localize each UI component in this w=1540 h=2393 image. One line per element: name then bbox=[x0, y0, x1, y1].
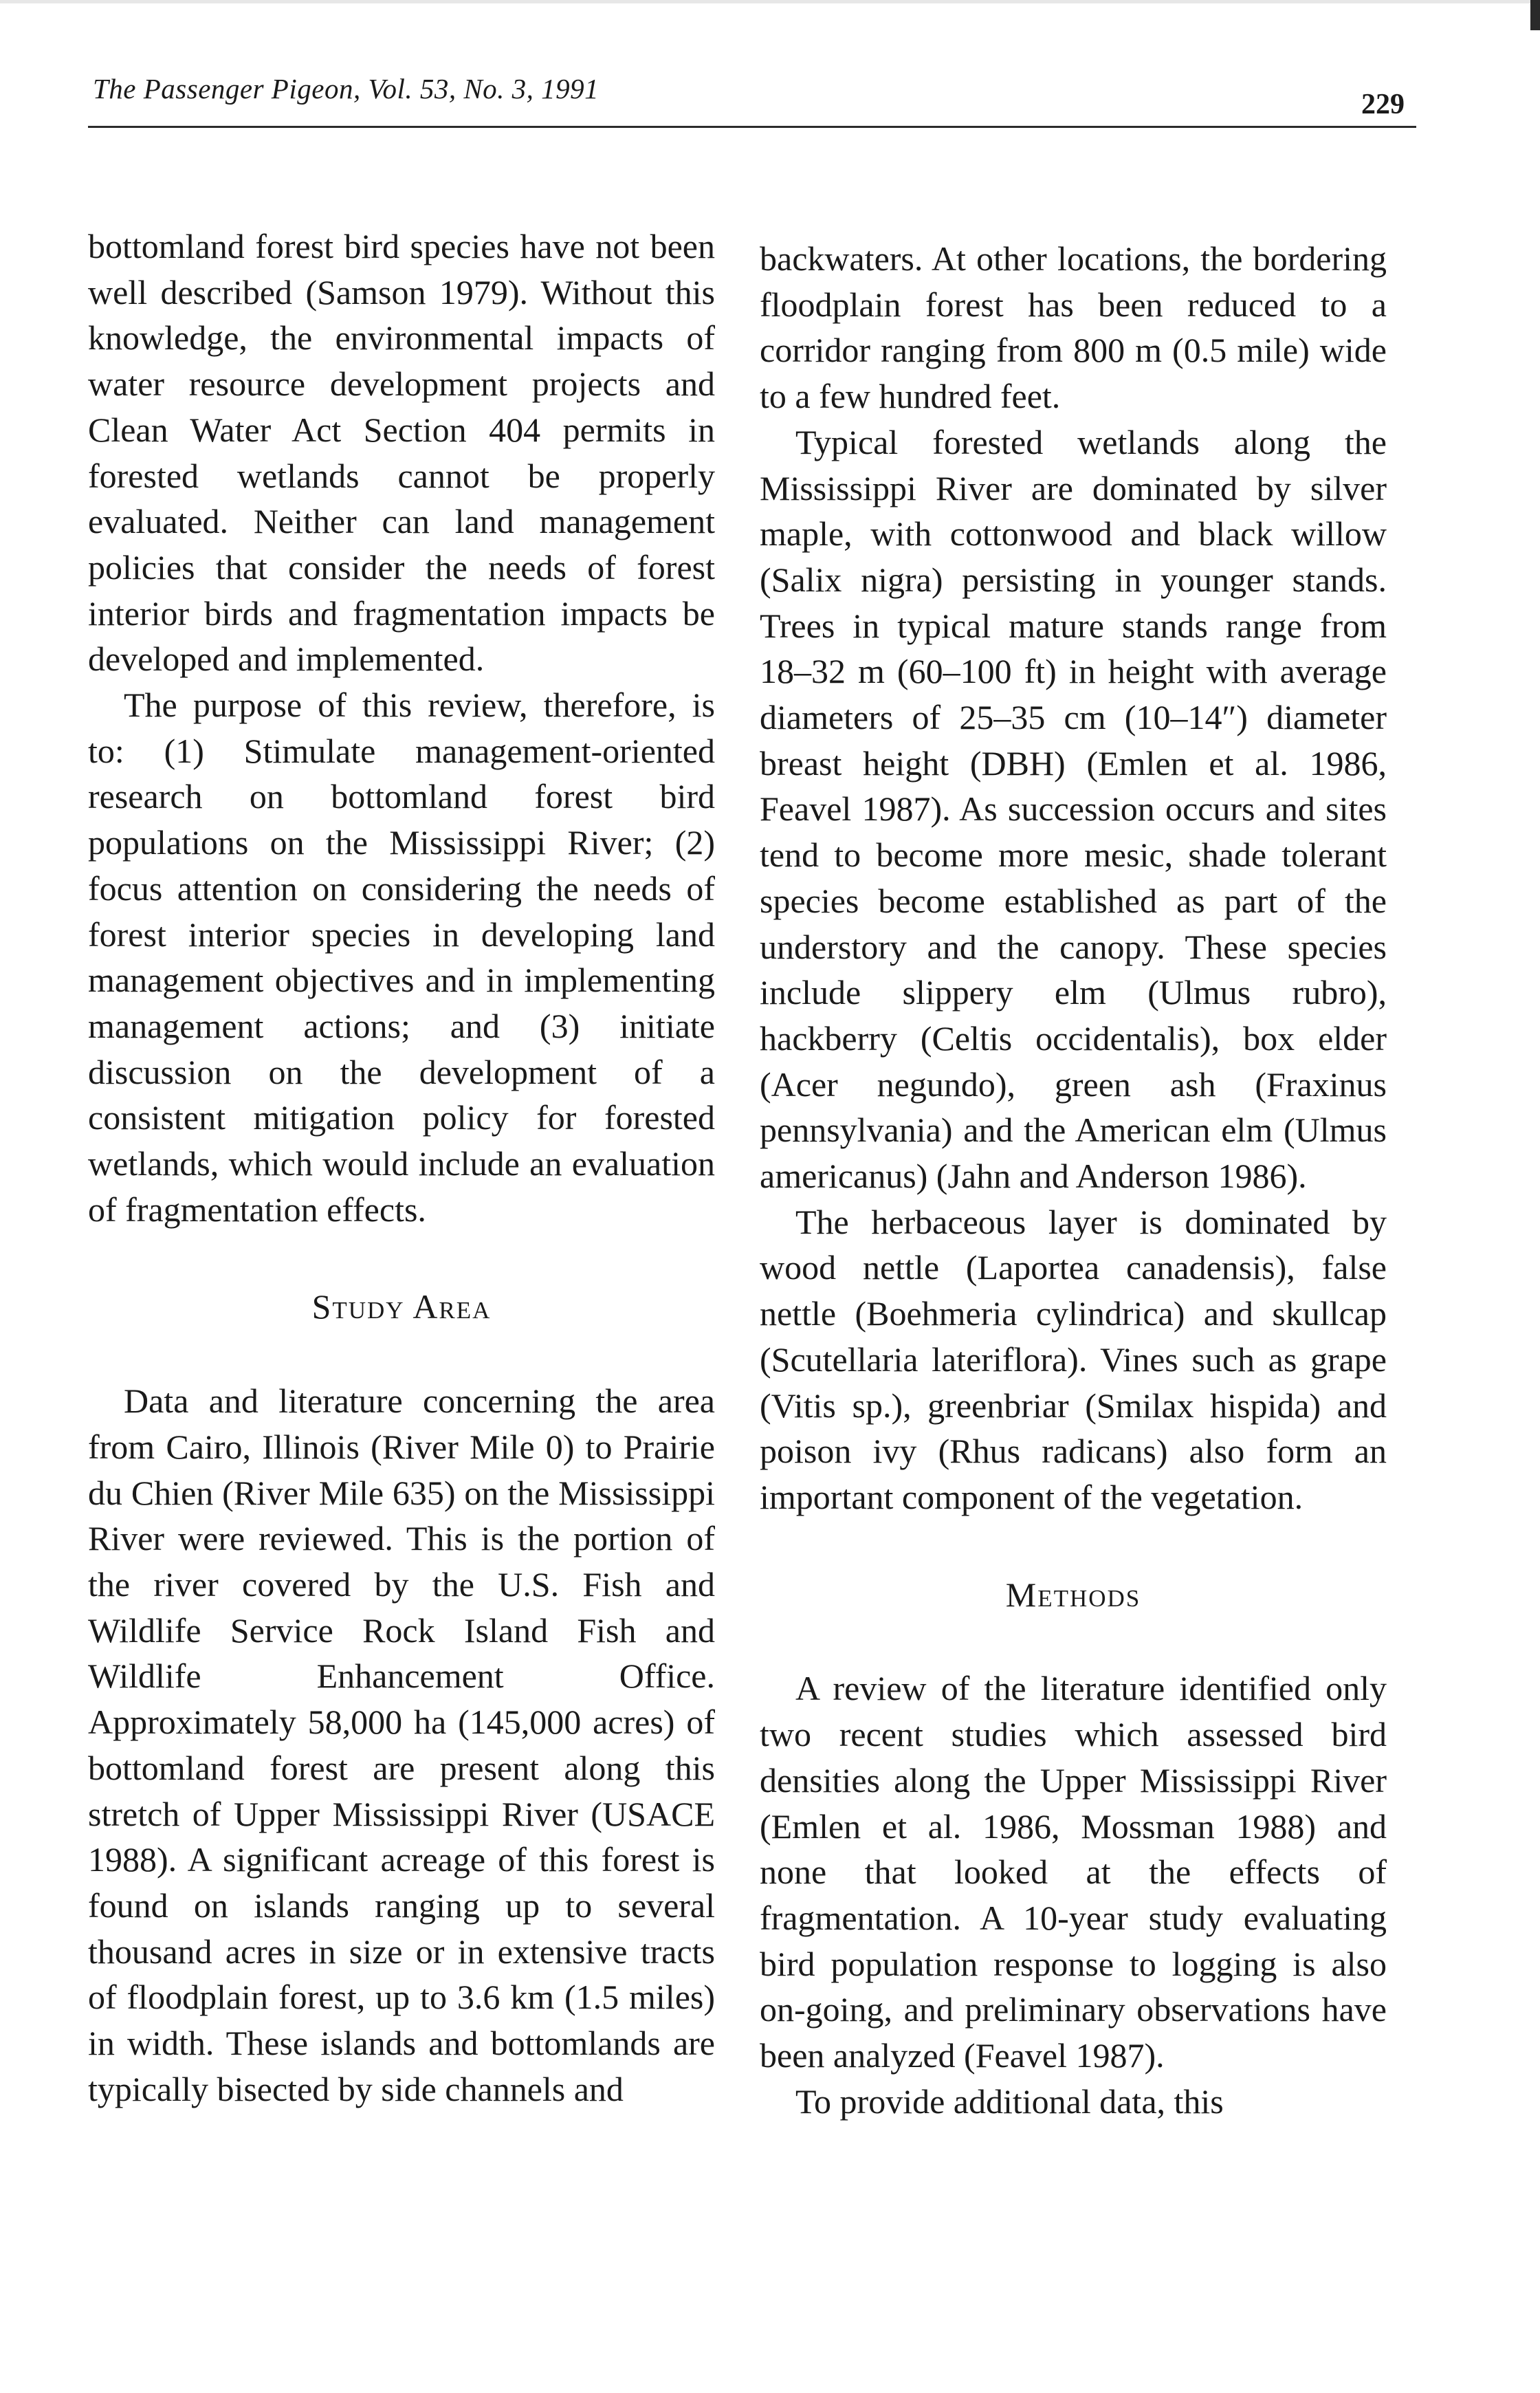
left-column bbox=[88, 223, 715, 2112]
right-paragraph-2: Typical forested wetlands along the Mississippi River are dominated by silver maple, with cottonwood and black willow (Salix nigra) persisting in younger stands. Trees in typical mature stands range from 18–32 m (60–100 ft) in height with average diameters of 25–35 cm (10–14″) diameter breast height (DBH) (Emlen et al. 1986, Feavel 1987). As succession occurs and sites tend to become more mesic, shade tolerant species become established as part of the understory and the canopy. These species include slippery elm (Ulmus rubro), hackberry (Celtis occidentalis), box elder (Acer negundo), green ash (Fraxinus pennsylvania) and the American elm (Ulmus americanus) (Jahn and Anderson 1986). bbox=[760, 422, 1387, 1196]
header-rule bbox=[88, 126, 1416, 128]
left-paragraph-3: Data and literature concerning the area from Cairo, Illinois (River Mile 0) to Prairie du Chien (River Mile 635) on the Mississippi River were reviewed. This is the portion of the river covered by the U.S. Fish and Wildlife Service Rock Island Fish and Wildlife Enhancement Office. Approximately 58,000 ha (145,000 acres) of bottomland forest are present along this stretch of Upper Mississippi River (USACE 1988). A significant acreage of this forest is found on islands ranging up to several thousand acres in size or in extensive tracts of floodplain forest, up to 3.6 km (1.5 miles) in width. These islands and bottomlands are typically bisected by side channels and bbox=[88, 1381, 715, 2108]
section-heading-methods: Methods bbox=[1005, 1575, 1141, 1614]
left-paragraph-2: The purpose of this review, therefore, is to: (1) Stimulate management-oriented research on bottomland forest bird populations on the Mississippi River; (2) focus attention on considering the needs of forest interior species in developing land management objectives and in implementing management actions; and (3) initiate discussion on the development of a consistent mitigation policy for forested wetlands, which would include an evaluation of fragmentation effects. bbox=[88, 686, 715, 1229]
right-paragraph-3: The herbaceous layer is dominated by wood nettle (Laportea canadensis), false nettle (Boehmeria cylindrica) and skullcap (Scutellaria lateriflora). Vines such as grape (Vitis sp.), greenbriar (Smilax hispida) and poison ivy (Rhus radicans) also form an important component of the vegetation. bbox=[760, 1202, 1387, 1516]
page-top-edge bbox=[0, 0, 1540, 3]
left-paragraph-1: bottomland forest bird species have not been well described (Samson 1979). Without this knowledge, the environmental impacts of water resource development projects and Clean Water Act Section 404 permits in forested wetlands cannot be properly evaluated. Neither can land management policies that consider the needs of forest interior birds and fragmentation impacts be developed and implemented. bbox=[88, 227, 715, 679]
scan-edge-mark bbox=[1530, 0, 1540, 30]
right-paragraph-4: A review of the literature identified only two recent studies which assessed bird densities along the Upper Mississippi River (Emlen et al. 1986, Mossman 1988) and none that looked at the effects of fragmentation. A 10-year study evaluating bird population response to logging is also on-going, and preliminary observations have been analyzed (Feavel 1987). bbox=[760, 1669, 1387, 2075]
section-heading-study-area: Study Area bbox=[311, 1287, 492, 1326]
right-column bbox=[760, 236, 1387, 2124]
right-paragraph-1: backwaters. At other locations, the bordering floodplain forest has been reduced to a corridor ranging from 800 m (0.5 mile) wide to a few hundred feet. bbox=[760, 239, 1387, 416]
running-head: The Passenger Pigeon, Vol. 53, No. 3, 1991 bbox=[93, 73, 600, 105]
right-paragraph-5: To provide additional data, this bbox=[795, 2081, 1224, 2121]
page-number: 229 bbox=[1361, 89, 1405, 120]
